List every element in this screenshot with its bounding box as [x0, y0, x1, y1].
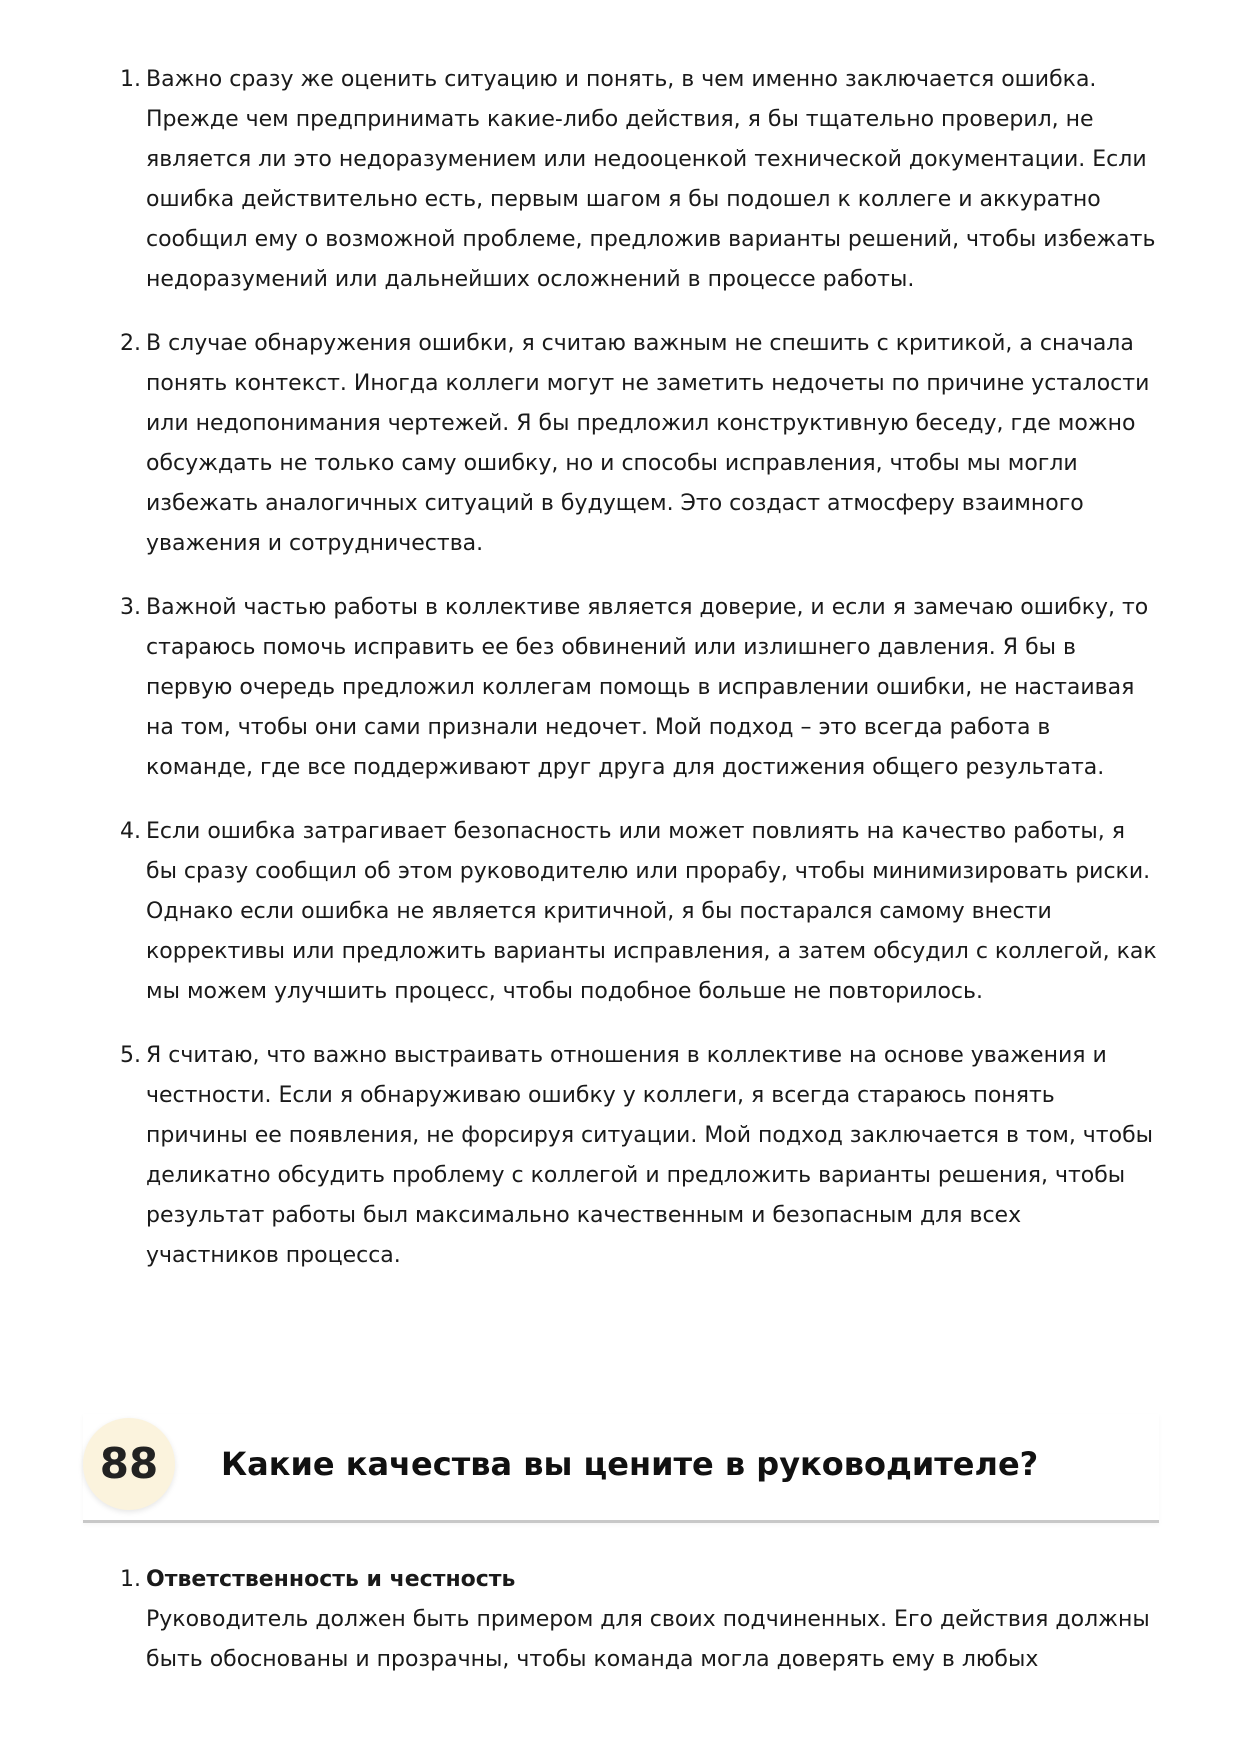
answer-item-2: [120, 324, 1160, 564]
question-header: [83, 1414, 1159, 1523]
question-title: Какие качества вы цените в руководителе?: [221, 1445, 1039, 1483]
answer-number: 3.: [120, 595, 141, 620]
answer-text: Я считаю, что важно выстраивать отношения в коллективе на основе уважения и честности. Если я обнаруживаю ошибку у коллеги, я всегда стараюсь понять причины ее появления, не форсируя ситуации. Мой подход заключается в том, чтобы деликатно обсудить проблему с коллегой и предложить варианты решения, чтобы результат работы был максимально качественным и безопасным для всех участников процесса.: [146, 1043, 1154, 1268]
answer-text: Важно сразу же оценить ситуацию и понять, в чем именно заключается ошибка. Прежде чем предпринимать какие-либо действия, я бы тщательно проверил, не является ли это недоразумением или недооценкой технической документации. Если ошибка действительно есть, первым шагом я бы подошел к коллеге и аккуратно сообщил ему о возможной проблеме, предложив варианты решений, чтобы избежать недоразумений или дальнейших осложнений в процессе работы.: [146, 67, 1156, 292]
quality-text: Руководитель должен быть примером для своих подчиненных. Его действия должны быть обоснованы и прозрачны, чтобы команда могла доверять ему в любых: [146, 1607, 1150, 1672]
answer-number: 1.: [120, 67, 141, 92]
answer-item-4: [120, 812, 1160, 1012]
answer-text: В случае обнаружения ошибки, я считаю важным не спешить с критикой, а сначала понять контекст. Иногда коллеги могут не заметить недочеты по причине усталости или недопонимания чертежей. Я бы предложил конструктивную беседу, где можно обсуждать не только саму ошибку, но и способы исправления, чтобы мы могли избежать аналогичных ситуаций в будущем. Это создаст атмосферу взаимного уважения и сотрудничества.: [146, 331, 1150, 556]
quality-number: 1.: [120, 1567, 141, 1592]
question-number-badge: 88: [83, 1418, 175, 1510]
answer-text: Если ошибка затрагивает безопасность или может повлиять на качество работы, я бы сразу сообщил об этом руководителю или прорабу, чтобы минимизировать риски. Однако если ошибка не является критичной, я бы постарался самому внести коррективы или предложить варианты исправления, а затем обсудил с коллегой, как мы можем улучшить процесс, чтобы подобное больше не повторилось.: [146, 819, 1157, 1004]
qualities-list: [120, 1560, 1160, 1680]
quality-item-1: [120, 1560, 1160, 1680]
quality-heading: Ответственность и честность: [146, 1567, 516, 1592]
answer-number: 2.: [120, 331, 141, 356]
answer-text: Важной частью работы в коллективе является доверие, и если я замечаю ошибку, то стараюсь помочь исправить ее без обвинений или излишнего давления. Я бы в первую очередь предложил коллегам помощь в исправлении ошибки, не настаивая на том, чтобы они сами признали недочет. Мой подход – это всегда работа в команде, где все поддерживают друг друга для достижения общего результата.: [146, 595, 1149, 780]
answer-item-3: [120, 588, 1160, 788]
answer-number: 4.: [120, 819, 141, 844]
answer-list: [120, 60, 1160, 1300]
answer-number: 5.: [120, 1043, 141, 1068]
answer-item-1: [120, 60, 1160, 300]
answer-item-5: [120, 1036, 1160, 1276]
